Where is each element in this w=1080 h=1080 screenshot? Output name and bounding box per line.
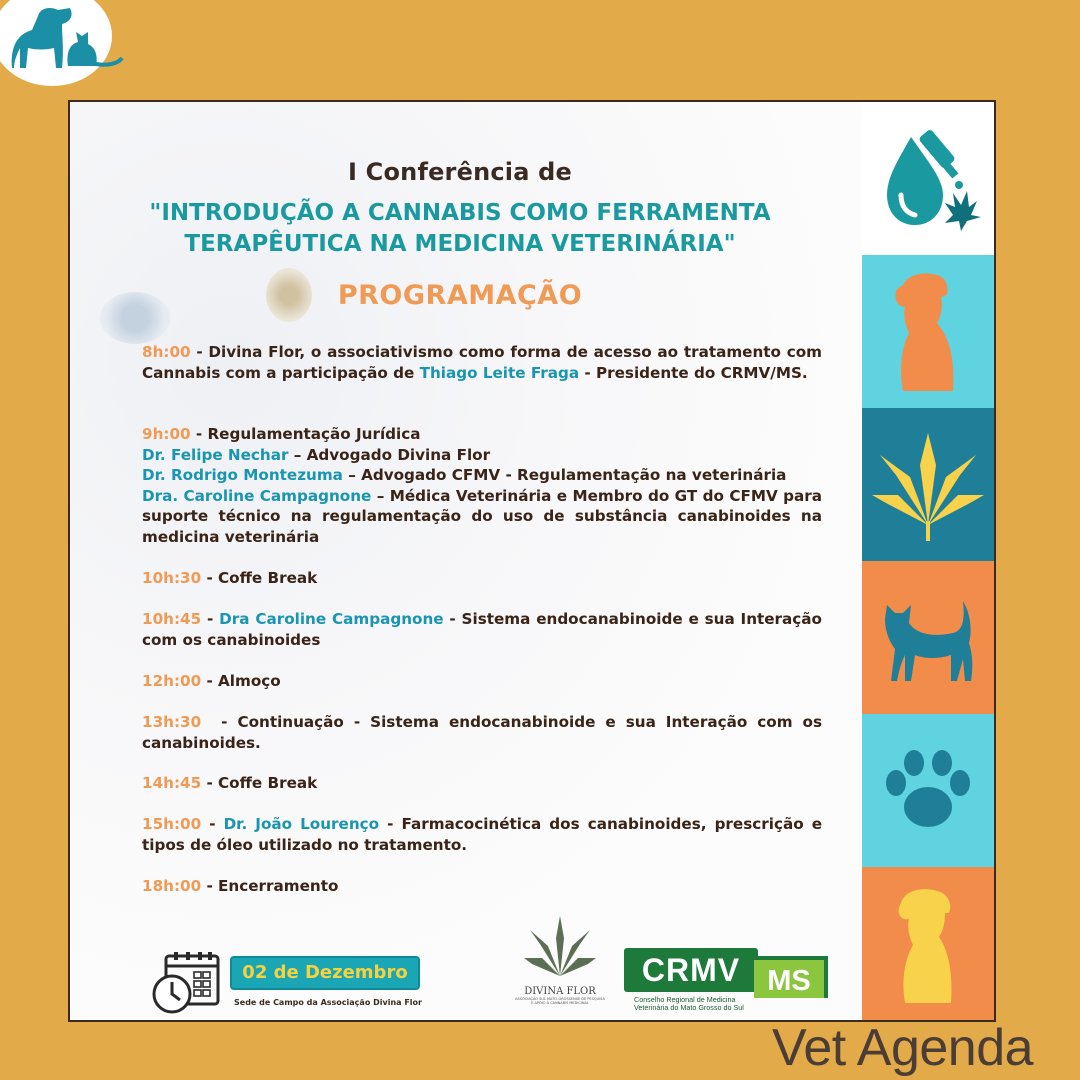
speaker-role: – Advogado Divina Flor	[288, 445, 491, 464]
item-time: 8h:00	[142, 343, 191, 361]
tile-dog	[862, 255, 994, 408]
divina-flor-logo	[514, 914, 606, 1005]
crmv-ms-text: MS	[754, 956, 828, 998]
section-heading: PROGRAMAÇÃO	[337, 280, 583, 311]
watermark-text: Vet Agenda	[772, 1019, 1034, 1077]
speaker-name: Dr. Felipe Nechar	[142, 445, 289, 464]
cat-icon	[873, 583, 983, 693]
event-date: 02 de Dezembro	[230, 956, 420, 990]
item-text: - Farmacocinética dos canabinoides, prescrição e tipos de óleo utilizado no tratamento.	[142, 815, 822, 854]
tile-oil	[862, 102, 994, 255]
puppy-icon	[883, 879, 973, 1009]
speaker-name: Dra. Caroline Campagnone	[142, 486, 372, 505]
crmv-subtitle-line-1: Conselho Regional de Medicina	[634, 995, 736, 1004]
item-text: - Coffe Break	[201, 774, 318, 792]
paw-icon	[878, 741, 978, 841]
conference-subtitle: I Conferência de	[347, 158, 573, 186]
item-text: - Divina Flor, o associativismo como forma de acesso ao tratamento com Cannabis com a participação de	[142, 343, 822, 382]
item-text: -	[201, 610, 220, 628]
item-time: 13h:30	[142, 713, 202, 731]
tile-puppy	[862, 867, 994, 1020]
decorative-side-strip	[862, 102, 994, 1020]
title-line-2: TERAPÊUTICA NA MEDICINA VETERINÁRIA"	[184, 231, 736, 257]
divina-flor-name: DIVINA FLOR	[524, 986, 596, 997]
item-time: 14h:45	[142, 774, 202, 792]
item-time: 12h:00	[142, 672, 202, 690]
schedule-item	[142, 671, 822, 692]
item-text: - Almoço	[201, 672, 281, 690]
item-text: - Coffe Break	[201, 569, 318, 587]
schedule-item	[142, 609, 822, 650]
item-text: - Continuação - Sistema endocanabinoide e sua Interação com os canabinoides.	[142, 713, 828, 752]
item-text: -	[201, 815, 224, 833]
divina-flor-leaf-icon	[524, 914, 596, 980]
schedule-item	[142, 773, 822, 794]
cannabis-leaf-icon	[868, 425, 988, 545]
schedule-item	[142, 342, 822, 383]
tile-leaf	[862, 408, 994, 561]
crmv-main-text: CRMV	[624, 948, 758, 992]
schedule-item	[142, 712, 828, 753]
event-venue: Sede de Campo da Associação Divina Flor	[234, 998, 422, 1007]
calendar-clock-icon	[152, 952, 222, 1020]
item-text: - Encerramento	[201, 877, 339, 895]
pet-logo-icon	[0, 0, 132, 86]
schedule-item	[142, 876, 822, 897]
item-text: - Presidente do CRMV/MS.	[579, 363, 808, 382]
oil-dropper-icon	[873, 119, 983, 239]
dog-icon	[883, 267, 973, 397]
title-line-1: "INTRODUÇÃO A CANNABIS COMO FERRAMENTA	[149, 200, 771, 226]
item-text: - Regulamentação Jurídica	[190, 425, 421, 443]
conference-title	[110, 198, 810, 260]
item-time: 10h:45	[142, 610, 202, 628]
speaker-name: Thiago Leite Fraga	[419, 363, 580, 382]
item-text: - Sistema endocanabinoide e sua Interação com os canabinoides	[142, 610, 822, 649]
speaker-name: Dra Caroline Campagnone	[219, 610, 444, 628]
schedule-item	[142, 424, 822, 548]
item-time: 15h:00	[142, 815, 202, 833]
schedule-item	[142, 814, 822, 855]
pet-logo	[0, 0, 112, 86]
divina-flor-subtitle: ASSOCIAÇÃO SUL MATO-GROSSENSE DE PESQUISA E APOIO À CANNABIS MEDICINAL	[515, 997, 605, 1005]
tile-paw	[862, 714, 994, 867]
schedule-item	[142, 568, 822, 589]
item-time: 9h:00	[142, 425, 191, 443]
item-time: 10h:30	[142, 569, 202, 587]
crmv-subtitle-line-2: Veterinária do Mato Grosso do Sul	[634, 1003, 744, 1012]
speaker-name: Dr. Rodrigo Montezuma	[142, 466, 343, 485]
item-time: 18h:00	[142, 877, 202, 895]
speaker-name: Dr. João Lourenço	[223, 815, 380, 833]
crmv-subtitle	[634, 996, 794, 1012]
speaker-role: – Advogado CFMV - Regulamentação na veterinária	[342, 466, 787, 485]
speaker-role: – Médica Veterinária e Membro do GT do CFMV para suporte técnico na regulamentação do uso de substância canabinoides na medicina veterinária	[142, 486, 822, 546]
tile-cat	[862, 561, 994, 714]
